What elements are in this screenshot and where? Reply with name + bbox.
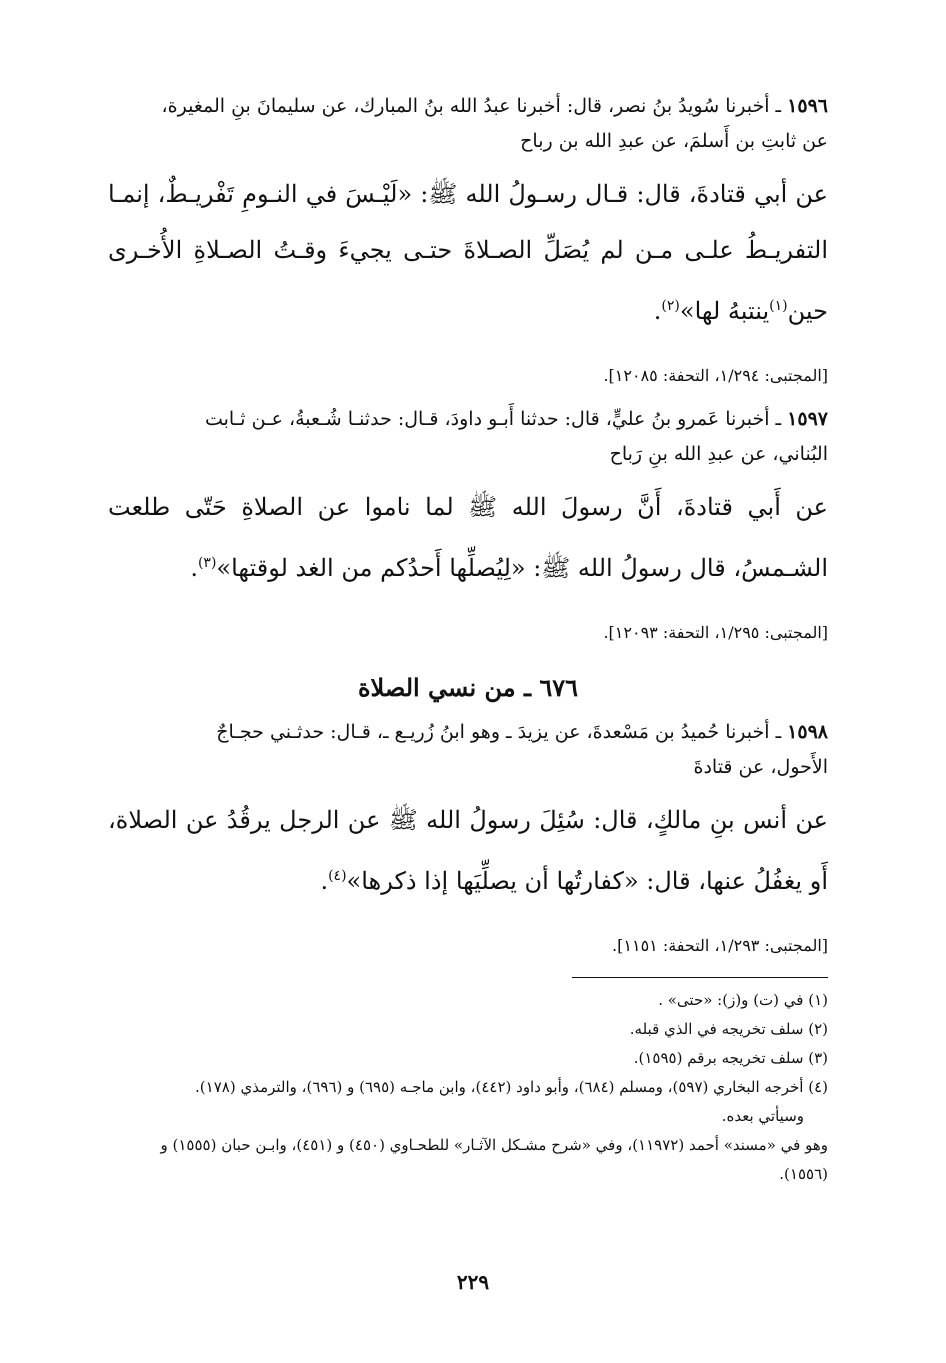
hadith-isnad [108,401,828,437]
matn-text: عن أَبي قتادةَ، أَنَّ رسولَ الله ﷺ لما ناموا عن الصلاةِ حَتّى طلعت الشـمسُ، قال رسولُ الله ﷺ: «لِيُصلِّها أَحدُكم من الغد لوقتها» [108,493,828,582]
hadith-isnad [108,88,828,124]
hadith-1596 [108,88,828,391]
hadith-reference: [المجتبى: ١/٢٩٥، التحفة: ١٢٠٩٣]. [603,623,828,642]
footnote-3: (٣) سلف تخريجه برقم (١٥٩٥). [633,1049,828,1067]
hadith-number: ١٥٩٧ [787,408,828,430]
hadith-reference: [المجتبى: ١/٢٩٤، التحفة: ١٢٠٨٥]. [603,366,828,385]
hadith-reference: [المجتبى: ١/٢٩٣، التحفة: ١١٥١]. [612,936,828,955]
isnad-continuation: عن ثابتِ بن أَسلمَ، عن عبدِ الله بن رباح [520,130,828,152]
footnote-2: (٢) سلف تخريجه في الذي قبله. [629,1020,828,1038]
footnote-4-more: وهو في «مسند» أحمد (١١٩٧٢)، وفي «شرح مشـكل الآثـار» للطحـاوي (٤٥٠) و (٤٥١)، وابـن حبان (١٥٥٥) و (١٥٥٦). [160,1136,828,1183]
footnote-marker: (١) [769,298,788,314]
isnad-text: ـ أخبرنا سُويدُ بنُ نصر، قال: أخبرنا عبدُ الله بنُ المبارك، عن سليمانَ بنِ المغيرة، [161,95,788,117]
footnote-4-continuation: وسيأتي بعده. [721,1107,804,1125]
footnote-marker: (٣) [197,555,217,571]
footnotes [110,986,828,1189]
matn-close: . [653,297,662,325]
isnad-text: ـ أخبرنا عَمرو بنُ عليٍّ، قال: حدثنا أَبـو داودَ، قـال: حدثنـا شُـعبةُ، عـن ثـابت [204,408,788,430]
footnote-marker: (٢) [661,298,680,314]
matn-text: عن أنس بنِ مالكٍ، قال: سُئِلَ رسولُ الله ﷺ عن الرجل يرقُدُ عن الصلاة، أَو يغفُلُ عنها، قال: «كفارتُها أن يصلِّيَها إذا ذكرها» [108,806,828,895]
isnad-continuation: البُناني، عن عبدِ الله بنِ رَباح [609,443,828,465]
hadith-1597 [108,401,828,648]
matn-text: عن أبي قتادةَ، قال: قـال رسـولُ الله ﷺ: «لَيْـسَ في النـومِ تَفْريـطٌ، إنمـا التفريـطُ علـى مـن لم يُصَلِّ الصـلاةَ حتـى يجيءَ وقـتُ الصـلاةِ الأُخـرى حين [108,180,828,325]
hadith-matn [108,166,828,339]
matn-text-end: ينتبهُ لها» [679,297,770,325]
footnote-4: (٤) أخرجه البخاري (٥٩٧)، ومسلم (٦٨٤)، وأبو داود (٤٤٢)، وابن ماجـه (٦٩٥) و (٦٩٦)، والترمذي (١٧٨). [195,1078,828,1096]
footnote-1: (١) في (ت) و(ز): «حتى» . [658,991,828,1009]
hadith-matn [108,792,828,909]
hadith-number: ١٥٩٦ [787,95,828,117]
footnote-marker: (٤) [328,868,347,884]
isnad-continuation: الأَحول، عن قتادةَ [693,756,828,778]
matn-close: . [190,554,198,582]
hadith-matn [108,479,828,596]
isnad-text: ـ أخبرنا حُميدُ بن مَسْعدةَ، عن يزيدَ ـ وهو ابنُ زُريـع ـ، قـال: حدثـني حجـاجٌ [216,721,788,743]
hadith-isnad [108,714,828,750]
page-number: ٢٢٩ [456,1270,490,1294]
hadith-1598 [108,714,828,961]
chapter-title: ٦٧٦ ـ من نسي الصلاة [357,673,579,702]
hadith-number: ١٥٩٨ [787,721,828,743]
matn-close: . [320,867,329,895]
footnote-divider [572,977,828,978]
